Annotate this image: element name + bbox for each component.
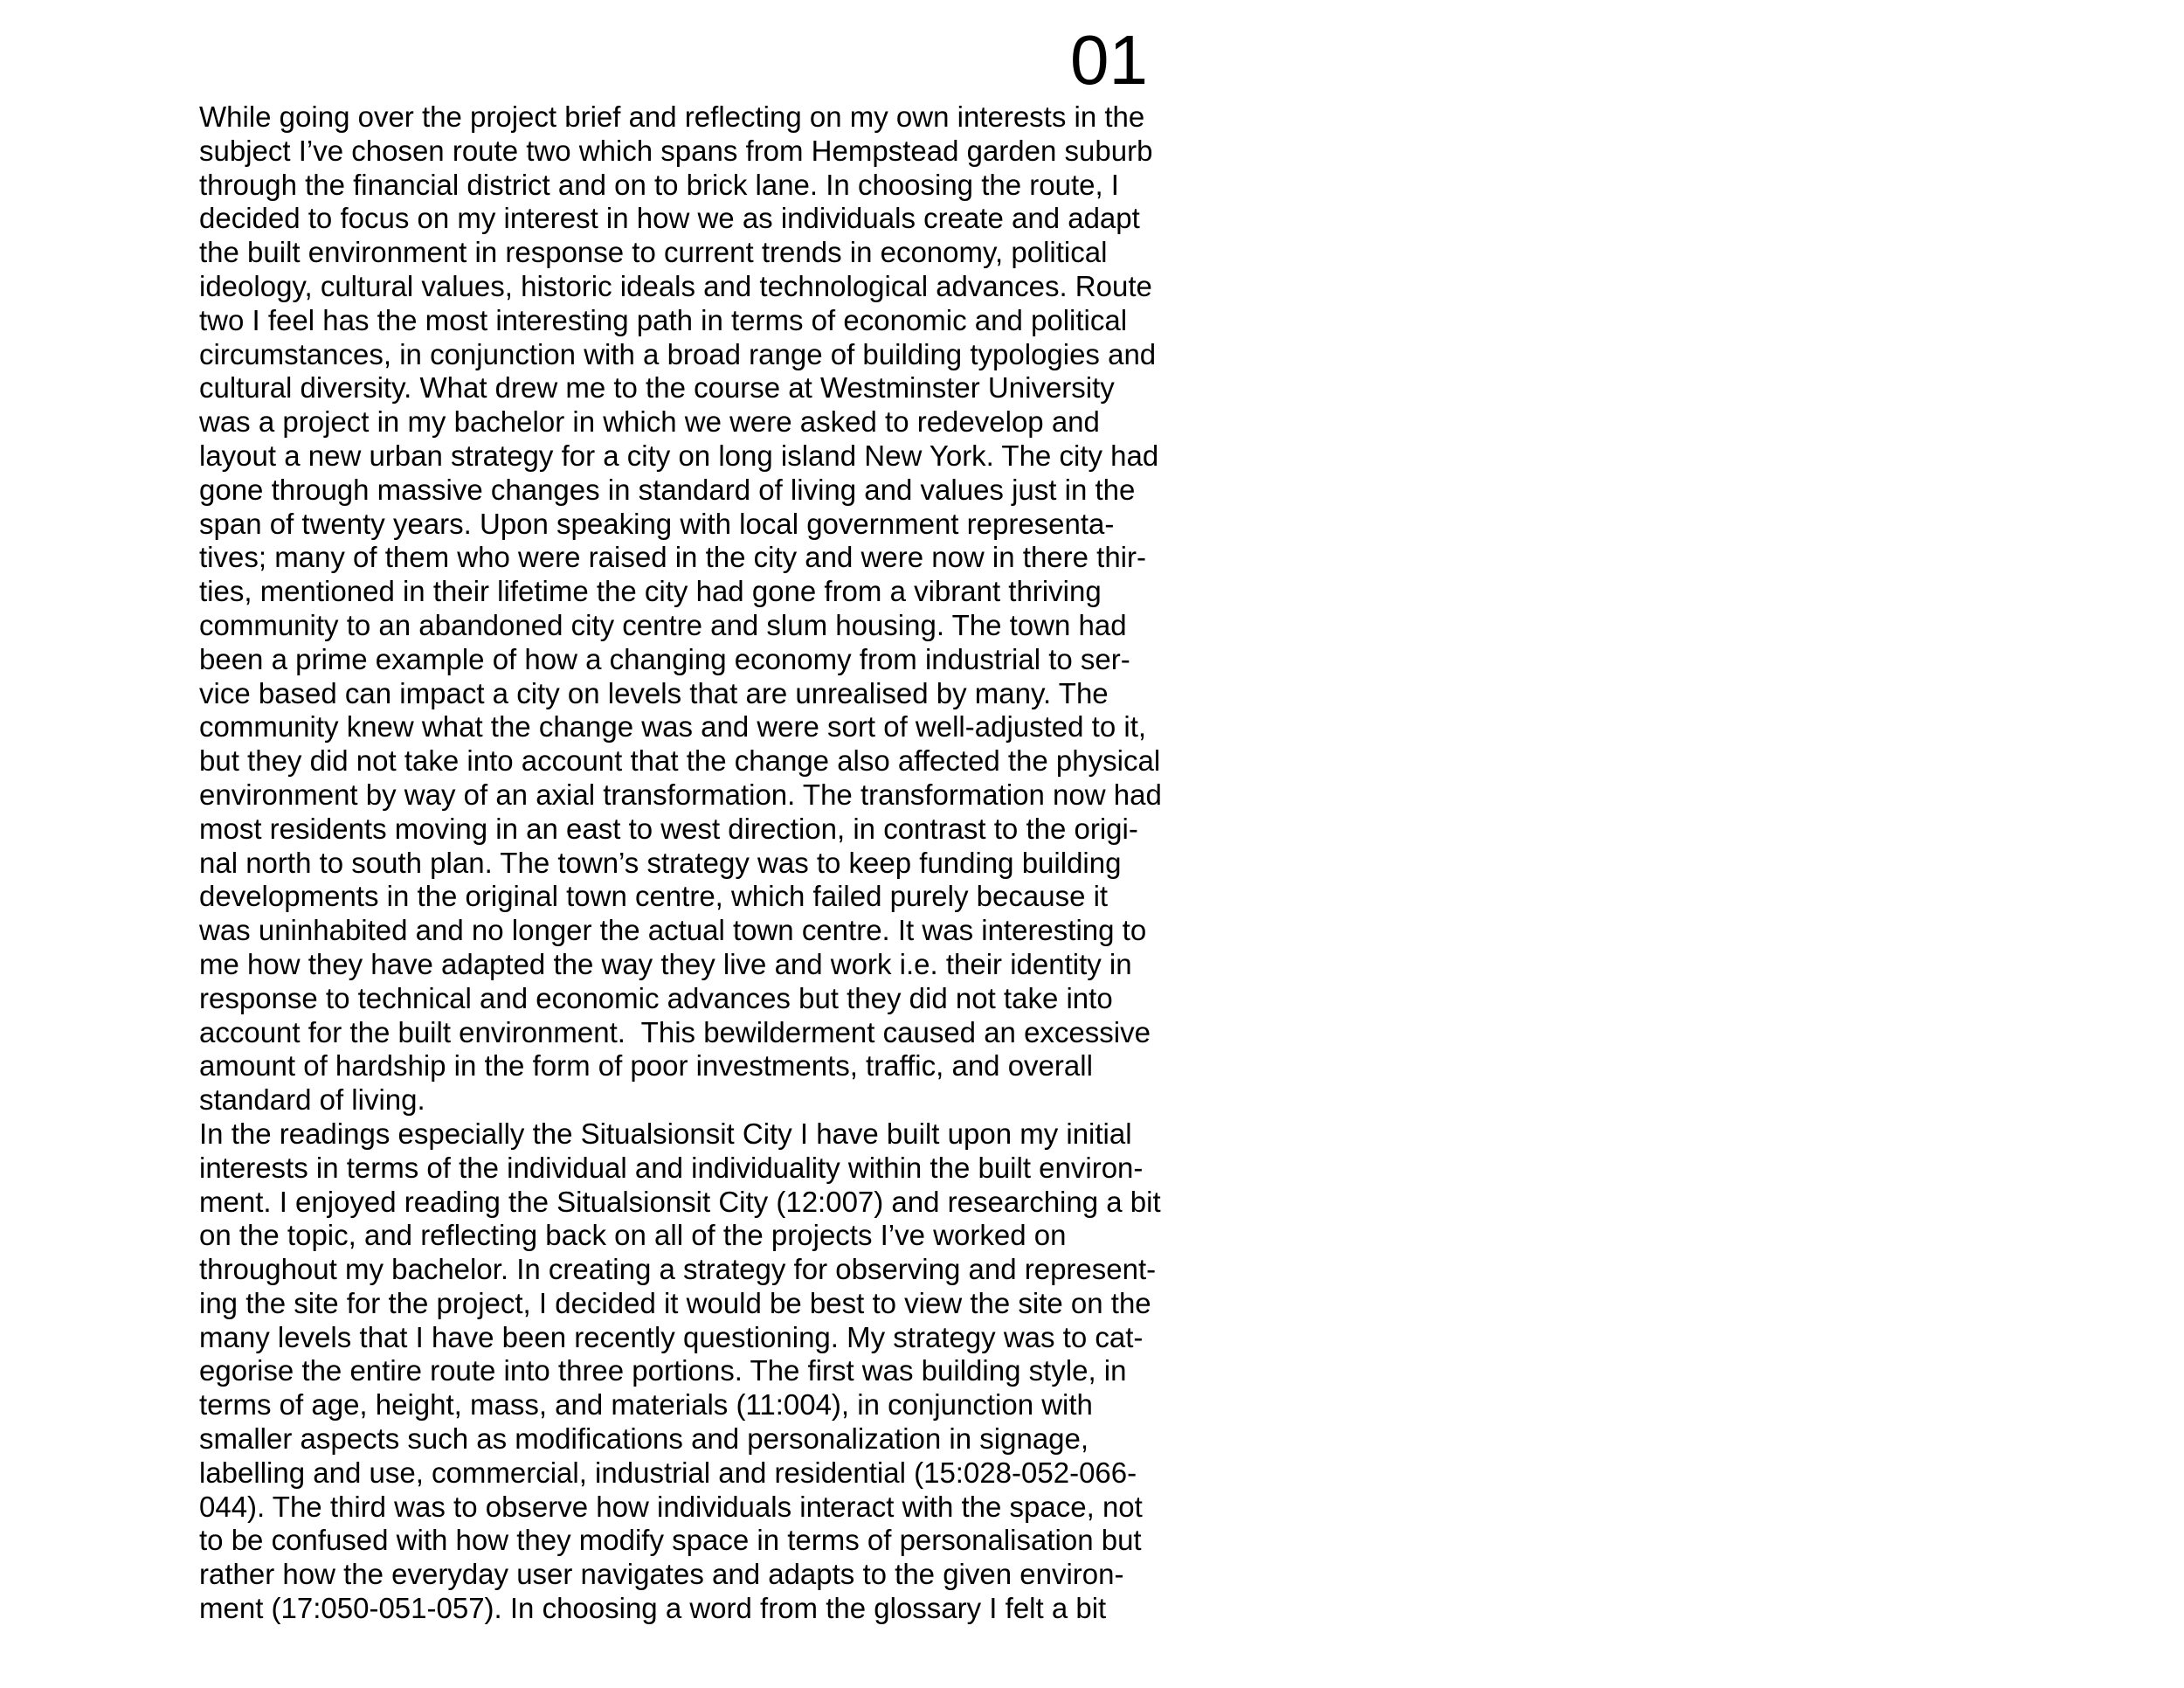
text-line: been a prime example of how a changing economy from industrial to ser- [199, 642, 1130, 675]
text-line: standard of living. [199, 1083, 425, 1117]
text-line: account for the built environment. This bewilderment caused an excessive [199, 1015, 1151, 1048]
text-line: While going over the project brief and reflecting on my own interests in the [199, 100, 1145, 133]
text-line: amount of hardship in the form of poor investments, traffic, and overall [199, 1049, 1093, 1083]
text-line: through the financial district and on to brick lane. In choosing the route, I [199, 168, 1119, 201]
text-line: smaller aspects such as modifications and personalization in signage, [199, 1422, 1089, 1456]
text-line: on the topic, and reflecting back on all of the projects I’ve worked on [199, 1219, 1067, 1252]
text-line: gone through massive changes in standard of living and values just in the [199, 473, 1136, 506]
text-line: was uninhabited and no longer the actual town centre. It was interesting to [199, 914, 1147, 947]
text-line: tives; many of them who were raised in the city and were now in there thir- [199, 541, 1146, 574]
text-line: ing the site for the project, I decided it would be best to view the site on the [199, 1286, 1151, 1319]
text-line: me how they have adapted the way they live and work i.e. their identity in [199, 947, 1132, 980]
text-line: ment (17:050-051-057). In choosing a word from the glossary I felt a bit [199, 1592, 1107, 1625]
text-line: ties, mentioned in their lifetime the city had gone from a vibrant thriving [199, 575, 1102, 608]
text-line: nal north to south plan. The town’s strategy was to keep funding building [199, 846, 1122, 879]
text-line: two I feel has the most interesting path in terms of economic and political [199, 303, 1128, 336]
text-line: span of twenty years. Upon speaking with local government representa- [199, 507, 1115, 540]
text-line: decided to focus on my interest in how we as individuals create and adapt [199, 202, 1140, 235]
text-line: layout a new urban strategy for a city on long island New York. The city had [199, 439, 1159, 472]
text-line: was a project in my bachelor in which we were asked to redevelop and [199, 405, 1100, 439]
body-text [199, 100, 1178, 1626]
text-line: to be confused with how they modify space in terms of personalisation but [199, 1524, 1142, 1557]
text-line: response to technical and economic advances but they did not take into [199, 981, 1113, 1014]
text-line: vice based can impact a city on levels that are unrealised by many. The [199, 676, 1109, 709]
text-line: interests in terms of the individual and individuality within the built environ- [199, 1151, 1144, 1184]
text-line: labelling and use, commercial, industrial and residential (15:028-052-066- [199, 1456, 1137, 1489]
text-line: ideology, cultural values, historic ideals and technological advances. Route [199, 269, 1152, 302]
text-line: most residents moving in an east to west direction, in contrast to the origi- [199, 812, 1138, 845]
text-line: the built environment in response to current trends in economy, political [199, 236, 1108, 269]
text-line: cultural diversity. What drew me to the course at Westminster University [199, 371, 1115, 405]
text-line: community to an abandoned city centre and slum housing. The town had [199, 608, 1127, 641]
text-line: terms of age, height, mass, and materials (11:004), in conjunction with [199, 1388, 1093, 1422]
text-line: rather how the everyday user navigates and adapts to the given environ- [199, 1558, 1124, 1591]
text-line: many levels that I have been recently questioning. My strategy was to cat- [199, 1320, 1144, 1353]
text-line: throughout my bachelor. In creating a strategy for observing and represent- [199, 1253, 1157, 1286]
text-line: 044). The third was to observe how individuals interact with the space, not [199, 1490, 1143, 1523]
text-line: egorise the entire route into three portions. The first was building style, in [199, 1354, 1127, 1387]
text-line: community knew what the change was and were sort of well-adjusted to it, [199, 710, 1147, 744]
text-line: subject I’ve chosen route two which spans from Hempstead garden suburb [199, 134, 1153, 167]
text-line: developments in the original town centre, which failed purely because it [199, 880, 1109, 913]
text-line: In the readings especially the Situalsionsit City I have built upon my initial [199, 1117, 1132, 1150]
text-line: circumstances, in conjunction with a broad range of building typologies and [199, 337, 1157, 370]
text-line: environment by way of an axial transformation. The transformation now had [199, 778, 1162, 811]
page-number: 01 [1070, 21, 1148, 99]
text-line: but they did not take into account that the change also affected the physical [199, 744, 1161, 778]
text-line: ment. I enjoyed reading the Situalsionsit City (12:007) and researching a bit [199, 1185, 1161, 1218]
